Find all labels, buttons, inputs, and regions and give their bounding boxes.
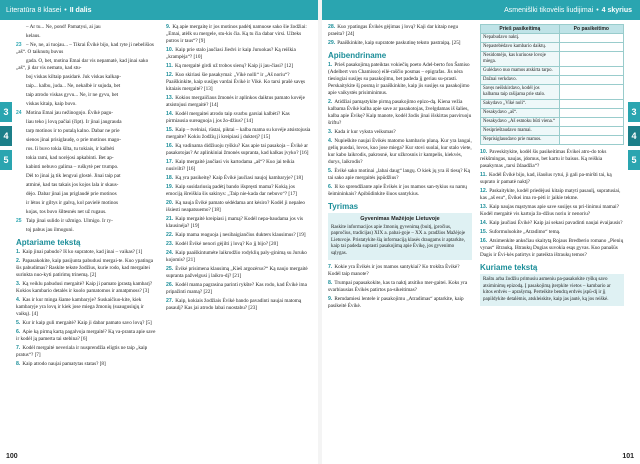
- list-item: [16, 320, 158, 327]
- table-row: [481, 127, 624, 136]
- table-cell-before: Gulėdavo nuo mamos atskirta tarpo.: [481, 67, 560, 76]
- list-item: [480, 172, 624, 186]
- item-text: Paaiškinkite, kaip supratote paskutinę teksto pastraipą. [25]: [337, 40, 461, 46]
- item-number: 13.: [166, 95, 174, 101]
- item-number: 25: [16, 218, 22, 224]
- item-number: 3.: [328, 129, 333, 135]
- list-item: [166, 159, 312, 173]
- item-number: 24.: [166, 250, 174, 256]
- item-text: kabinti nebuvo galima – ruškytė per trumpo.: [26, 164, 119, 170]
- page-gutter: [318, 0, 322, 464]
- list-item: [16, 137, 158, 144]
- item-number: 1.: [328, 62, 333, 68]
- questions-list-a: [16, 249, 158, 368]
- table-cell-before: Nesakydavo „aš“.: [481, 109, 560, 118]
- research-box-title: Gyvenimas Mažėjoje Lietuvoje: [360, 216, 440, 222]
- item-text: taip atrodo viskas gyvu... Ne, ir ne gyvu, bet: [26, 92, 119, 98]
- item-number: 6.: [328, 184, 333, 190]
- item-number: 16.: [166, 143, 174, 149]
- item-number: 23: [16, 42, 22, 48]
- list-item: [166, 241, 312, 248]
- table-cell-before: Nesidomėjo, kas kuriuose lovoje miega.: [481, 52, 560, 67]
- table-cell-after: [559, 136, 623, 145]
- item-text: – Ne, ne, ai tuojau... – Tikrai Ėvikė bijo, kad ryte ji nebelišios „aš“. O taiknutų buvus: [16, 42, 154, 55]
- comparison-table: [480, 24, 624, 145]
- list-item: [166, 72, 312, 93]
- item-number: 10.: [166, 47, 174, 53]
- section-heading-kuriame: Kuriame tekstą: [480, 263, 538, 272]
- header-separator: •: [64, 6, 67, 14]
- list-item: [16, 24, 158, 31]
- item-number: 9.: [166, 24, 171, 30]
- item-text: Kodėl Ėvikė bijo, kad, išaušus rytui, ji gali pa-miršti tai, ką suprato ir pamatė naktį?: [480, 172, 612, 185]
- list-item: [16, 74, 158, 81]
- list-item: [166, 266, 312, 280]
- left-page-column-1: [16, 24, 158, 370]
- list-item: [16, 182, 158, 189]
- list-item: [16, 83, 158, 90]
- item-text: ir lėtos ir giltys ir galvą, kol pavielė motinos: [26, 200, 119, 206]
- list-item: [16, 345, 158, 359]
- section-heading-tyrimas: Tyrimas: [328, 202, 359, 211]
- list-item: [166, 95, 312, 109]
- item-text: atminė, kad tas takais jos kojos lala ir skaus-: [26, 182, 119, 188]
- item-number: 9.: [328, 296, 333, 302]
- item-number: 7.: [16, 345, 21, 351]
- list-item: [16, 258, 158, 279]
- table-cell-after: [559, 34, 623, 43]
- table-cell-after: [559, 100, 623, 109]
- item-text: tokia rami, kad norėjosi apkabinti. Bet ap-: [26, 155, 114, 161]
- item-number: 8.: [328, 280, 333, 286]
- item-text: Nupieškite naujai Ėvikės matomo kambario planą. Kur yra langai, gelių puodai, lovos, kuo jose miega? Kur stovi suolai, kur stalo viete, kur kabo laikrodis, pakrosnė, kur užkrosnis ir kampelis, kiekvės, durys, laikrodis?: [328, 138, 472, 165]
- item-text: Kas ir kur minga šiame kambaryje? Suskaičiuo-kite, kiek kambaryje yra lovų ir kiek jose miega žmonių (suaugusiųjų ir vaikų). [4]: [16, 297, 144, 317]
- item-text: Kaip atrodo naujai pamatytas statas? [8]: [22, 361, 106, 367]
- list-item: [480, 149, 624, 170]
- list-item: [328, 296, 472, 310]
- table-cell-before: Nesakydavo „Aš esmoku būti viena.“: [481, 118, 560, 127]
- item-number: 12.: [166, 72, 174, 78]
- left-page-column-2: [166, 24, 312, 314]
- item-text: toj pabus jau ilmoguni.: [26, 227, 74, 233]
- item-text: Kaip mergaitė jaučiasi vis kartodama „aš“? Kuo jai teikia nusivilti? [16]: [166, 159, 295, 172]
- list-item: [166, 143, 312, 157]
- list-item: [328, 99, 472, 127]
- item-number: 29.: [328, 40, 336, 46]
- item-text: Kaip – tvelniai, rūstai, piktai – kalba mama su kovėje atsistojusia mergaite? Kokiu žodžių ji kreipiasi į dukterį? [15]: [166, 127, 311, 140]
- table-row: [481, 67, 624, 76]
- writing-task-box: [480, 274, 624, 306]
- list-item: [16, 92, 158, 99]
- questions-list-top: [328, 24, 472, 47]
- list-item: [16, 227, 158, 234]
- item-text: Ėvikė sako motinai „labai daug“ langų. O kiek jų yra iš tiesų? Ką tai sako apie mergaitės įspūdžius?: [328, 168, 470, 181]
- item-number: 27.: [166, 298, 174, 304]
- chapter-title: 4 skyrius: [601, 6, 632, 14]
- item-number: 12.: [480, 188, 488, 194]
- table-cell-after: [559, 109, 623, 118]
- item-text: Taip jinai sulido ir užmigo. Ulmigo. Ir ry-: [26, 218, 113, 224]
- list-item: [328, 129, 472, 136]
- table-cell-before: Neprisiglausdavo prie mamos.: [481, 136, 560, 145]
- list-item: [166, 250, 312, 264]
- item-number: 2.: [16, 258, 21, 264]
- list-item: [16, 329, 158, 343]
- section-heading-apibendriname: Apibendriname: [328, 51, 387, 60]
- item-number: 19.: [166, 184, 174, 190]
- item-text: Iš ko sprendžiante apie Ėvikės ir jos mamos san-tykius su namų šeimininkais? Apibūdinkite šiuos santykius.: [328, 184, 467, 197]
- list-item: [16, 155, 158, 162]
- item-text: dėjo. Dabar jinai jau priglaudė prie motinos: [26, 191, 117, 197]
- list-item: [166, 282, 312, 296]
- item-number: 8.: [16, 361, 21, 367]
- item-text: Kada ir kur vyksta veiksmas?: [334, 129, 396, 135]
- left-tab-5[interactable]: 5: [0, 150, 12, 170]
- writing-task-text: Raštu arba žodžiu primusiu asmeniu pa-pasakokite ryškų savo atsiminimų epizodą. Į pasakojimą įterpkite vietos – kambario ar kitos erdvės – aprašymą. Perteikite bendrą erdvės įspū-dį ir jį papildykite detalėmis, atskleiskite, kaip jas jautė, ką jos reiškė.: [483, 277, 611, 302]
- list-item: [16, 146, 158, 153]
- list-item: [166, 200, 312, 214]
- list-item: [166, 127, 312, 141]
- item-number: 18.: [166, 175, 174, 181]
- table-cell-after: [559, 127, 623, 136]
- list-item: [480, 229, 624, 236]
- section-heading-aptariame: Aptariame tekstą: [16, 238, 81, 247]
- item-number: 5.: [16, 320, 21, 326]
- item-number: 23.: [166, 241, 174, 247]
- list-item: [166, 47, 312, 61]
- item-number: 4.: [328, 138, 333, 144]
- list-item: [328, 62, 472, 97]
- list-item: [16, 101, 158, 108]
- table-row: [481, 109, 624, 118]
- table-row: [481, 52, 624, 67]
- right-page-column-1: [328, 24, 472, 312]
- table-header-after: Po pasikeitimo: [559, 25, 623, 34]
- item-text: Kokios mergaičiaus žmonės ir aplinkos daiktus pamato kovėje atsistojusi mergaitė? [14]: [166, 95, 305, 108]
- item-text: sienos jinai prisiglaudę, o prie motinos mago-: [26, 137, 121, 143]
- table-cell-after: [559, 67, 623, 76]
- list-item: [16, 218, 158, 225]
- item-number: 15.: [480, 229, 488, 235]
- list-item: [480, 220, 624, 227]
- list-item: [328, 168, 472, 182]
- list-item: [16, 164, 158, 171]
- table-cell-before: Savęs neišskirdavo, kodėl jos kalbama taip rašijama prie stalo.: [481, 85, 560, 100]
- questions-list-d: [480, 149, 624, 259]
- left-tab-3[interactable]: 3: [0, 102, 12, 122]
- table-cell-after: [559, 43, 623, 52]
- table-header-before: Prieš pasikeitimą: [481, 25, 560, 34]
- right-tab-3[interactable]: 3: [628, 102, 640, 122]
- table-row: [481, 85, 624, 100]
- list-item: [16, 128, 158, 135]
- story-text: [16, 24, 158, 234]
- item-number: 13.: [480, 204, 488, 210]
- list-item: [166, 175, 312, 182]
- item-number: 28.: [328, 24, 336, 30]
- item-number: 20.: [166, 200, 174, 206]
- item-text: Kaip jaučiasi Ėvikė? Kaip jai sekasi pavadinti naujai ėvaijausis?: [489, 220, 623, 226]
- item-text: kojas, tos buvo šiltesnės net už rugaus.: [26, 209, 107, 215]
- item-text: Kaip mama reaguoja į nesibaigiančius dukters klausimus? [19]: [175, 232, 306, 238]
- item-text: Ką veiklu pabudusi mergaitė? Kaip ji pamato įprastą kambarį? Kokios kambario detalės ir kuolo pamatomos ir amatpmoss? [3]: [16, 281, 153, 294]
- item-text: Motina Emai jau nežinogojo. Ėvikė pagu-: [26, 110, 114, 116]
- item-text: Ką apie mergaitę ir jos motinos padėtį namuose sako šie žodžiai: „Emai, atėlk su mergele, stu-kis čia. Ką tu čia dabar virsi. Užteks putros ir taus“? [9]: [166, 24, 307, 44]
- item-number: 6.: [16, 329, 21, 335]
- table-cell-before: Nepabudavo naktį.: [481, 34, 560, 43]
- item-text: Prieš pasakojimą pateiktas vokiečių poeto Adel-berto fon Šamiso (Adelbert von Chamisso) eilė-raščio posmas – epigrafas. Jis nėra tiesiogiai susijęs su pasakojimu, bet padeda jį geriau su-prasti. Perskaitykite šį posmą ir paaiškinkite, kaip jis susijęs su pasakojimo apie vaikystės prisiminimus.: [328, 62, 470, 96]
- item-text: Atidžiai pamąstykite pirmą pasakojimo epizo-dą. Kiena vežia kalbama Ėvikė kalba apie save ar pasakotojas, žvelgdamas iš šalies, kalba apie Ėvikę? Kaip manote, kodėl žodis jinai išskirtas pasviruoju šriftu?: [328, 99, 472, 126]
- list-item: [16, 119, 158, 126]
- item-number: 1.: [16, 249, 21, 255]
- item-text: boj viskas kiltaip pasidarė. Juk viskas kalkap-: [26, 74, 121, 80]
- research-box: [328, 213, 472, 260]
- item-number: 26.: [166, 282, 174, 288]
- item-number: 16.: [480, 238, 488, 244]
- item-text: Kaip, kokiais žodžiais Ėvikė bando pavadinti naujai matomą pasaulį? Kas jai atrodo labai nuostabu? [23]: [166, 298, 302, 311]
- item-text: Suformuluokite „Atradimo“ temą.: [489, 229, 561, 235]
- right-tab-4[interactable]: 4: [628, 126, 640, 146]
- right-tab-5[interactable]: 5: [628, 150, 640, 170]
- item-text: – Ar tu... Ne, pond! Pamatysi, ai jau: [26, 24, 101, 30]
- list-item: [16, 58, 158, 72]
- list-item: [480, 238, 624, 259]
- item-number: 24: [16, 110, 22, 116]
- item-text: Kaip mergaitė kreipiasi į mamą? Kodėl nepa-baudama jos vis klausinėja? [19]: [166, 216, 304, 229]
- item-text: Dėl to jinai ją tik lengvai glostė. Jinai taip pat: [26, 173, 121, 179]
- item-text: Kaip prie stalo jaučiasi Jiedvi ir kaip Juruokas? Ką reiškia „krampėja“? [10]: [166, 47, 296, 60]
- book-title: Literatūra 8 klasei: [6, 6, 62, 14]
- item-text: Ėvikė prisimena klausimą „Kieš argozėrus?“ Ką naujo mergaitė supranta pažvelgusi į laikro-dį? [21]: [166, 266, 308, 279]
- table-cell-before: Nesiprieštaudavo mamai.: [481, 127, 560, 136]
- list-item: [16, 173, 158, 180]
- list-item: [16, 33, 158, 40]
- item-text: Kaip jinai pabudo? Iš ko supratote, kad jinai – vaikas? [1]: [22, 249, 143, 255]
- list-item: [166, 216, 312, 230]
- item-text: Atsimenkite anksčiau skaitytą Rojaus Bredberio romano „Pienių vynas“ ištrauką. Ištraukų Dugias suvokia esąs gyvas. Kuo panašūs Dagis ir Ėvi-kės patirtys ir pateikta ištraukų temos?: [480, 238, 624, 258]
- item-number: 4.: [16, 297, 21, 303]
- item-text: Kur ir kaip guli mergaitė? Kaip ji dabar pamato savo lovą? [5]: [22, 320, 152, 326]
- right-page-column-2: [480, 24, 624, 310]
- item-text: Papasakokite, kaip pasijunta pabudusi mergai-te. Kuo ypatinga šis pabudimas? Raskite tekste žodžius, kurie rodo, kad mergaitei surinkta nuo-kyti patirimų trinemą. [2]: [16, 258, 154, 278]
- item-number: 11.: [166, 63, 173, 69]
- list-item: [480, 188, 624, 202]
- item-text: ros. Ii buvo tokia šilta, tu tokiais, ir kalbėti: [26, 146, 115, 152]
- item-number: 7.: [328, 264, 333, 270]
- item-text: Kaip naujas mąstymas apie save susijęs su pri-linimui mamai? Kodėl mergaitė vis kartoja žo-džius noriu ir nenoriu?: [480, 204, 619, 217]
- item-text: Ką mergaitė girdi už trobos sienų? Kaip ji jau-čiasi? [12]: [174, 63, 294, 69]
- list-item: [166, 24, 312, 45]
- list-item: [328, 264, 472, 278]
- item-text: liau teko į lovą pačiai (čipt). Ir jinai jaugrauda: [26, 119, 122, 125]
- list-item: [328, 138, 472, 166]
- list-item: [328, 24, 472, 38]
- item-text: gada. O, bet, motina Emai dar vis nepamatė, kad jinai sako „aš“, ji dar vis nemato, kad stu-: [16, 58, 149, 71]
- list-item: [16, 361, 158, 368]
- item-number: 14.: [480, 220, 488, 226]
- list-item: [480, 204, 624, 218]
- table-row: [481, 136, 624, 145]
- item-text: Kaip susidariusią padėtį bando išspręsti mama? Kokią jos emociją išreiškia šis sakinys: „Taip nie-kada dar nebuvo“? [17]: [166, 184, 298, 197]
- page-number-left: 100: [6, 453, 18, 460]
- item-text: Paskaitykite, kodėl priedėjusi kitaip matyti pasaulį, supratusiai, kas „aš esu“, Ėvikei ima ro-pėti ir jaikie tekme.: [480, 188, 621, 201]
- table-cell-before: Dažnai verkdavo.: [481, 76, 560, 85]
- list-item: [328, 280, 472, 294]
- item-text: Kaip paaiškintumėte laikrodžio rodyklių paly-ginimą su Juruko kojomis? [21]: [166, 250, 307, 263]
- list-item: [16, 110, 158, 117]
- item-number: 22.: [166, 232, 174, 238]
- table-cell-before: Sakydavo „Vikė noli“.: [481, 100, 560, 109]
- questions-list-apibendriname: [328, 62, 472, 198]
- list-item: [16, 42, 158, 56]
- item-text: kelaus.: [26, 33, 41, 39]
- list-item: [16, 281, 158, 295]
- list-item: [16, 249, 158, 256]
- item-number: 2.: [328, 99, 333, 105]
- questions-list-c: [328, 264, 472, 310]
- item-text: Kodėl mergaitė neveriala ir nusprendžia eligtis ne taip „kaip pratus“? [7]: [16, 345, 148, 358]
- item-number: 5.: [328, 168, 333, 174]
- item-number: 14.: [166, 111, 174, 117]
- table-row: [481, 76, 624, 85]
- item-number: 17.: [166, 159, 174, 165]
- item-number: 10.: [480, 149, 488, 155]
- table-cell-before: Nepastebėdavo kambario daiktų.: [481, 43, 560, 52]
- list-item: [166, 184, 312, 198]
- item-text: viskas kitaip, kaip buvo.: [26, 101, 77, 107]
- research-box-text: Raskite informacijos apie žmonių gyvenimą (buitį, įpročius, papročius, tradicijas) XIX a. pabai-goje – XX a. pradžios Mažėjoje Lietuvoje. Pristatykite šią informaciją klasės draugams ir aptarkite, kaip tai padeda suprasti pasakojimą apie Ėvikę, jos gyvenimo sąlygas.: [331, 224, 466, 256]
- right-page-header: [322, 0, 640, 20]
- item-text: Paveskitykite, kodėl šis pasikeitimas Ėvikei atro-do toks reikšmingas, naujas, įdomus, bet kartu ir baisus. Ką reiškia pasakymas „tarsi ždaadžia“?: [480, 149, 607, 169]
- page-number-right: 101: [622, 453, 634, 460]
- item-text: Ką nauja Ėvikė pamato sėdėdama ant kėsiro? Kodėl ji nepaleo išsiesti neapatsuemo? [18]: [166, 200, 305, 213]
- list-item: [166, 111, 312, 125]
- questions-list-b: [166, 24, 312, 312]
- item-text: Ką vadinama didžiuoju ryškiu? Kas apie tai pasakoja – Ėvikė ar pasakotojas? Ar aplinkiniai žmonės supranta, kad kalkas įvyko? [16]: [166, 143, 309, 156]
- table-cell-after: [559, 118, 623, 127]
- item-number: 3.: [16, 281, 21, 287]
- item-number: 15.: [166, 127, 174, 133]
- item-text: Kuo skiriasi šie pasakymai: „Vikė nolli“ ir „Aš noriu“? Paaiškinkite, kaip susijęs vardai Ėvikė ir Vikė. Ko tarsi prašė savęs kitaiais mergaitė? [13]: [166, 72, 306, 92]
- table-row: [481, 43, 624, 52]
- item-text: Kodėl Ėvikė nenori gėjilti į lovą? Ko jį bijo? [20]: [175, 241, 278, 247]
- item-text: Remdamiesi lentele ir pasakojimu „Atradimas“ aptarkite, kaip pasikeitė Ėvikė.: [328, 296, 464, 309]
- item-text: taip... kalbu, juda... Ne, nekalbė ir sujuda, bet: [26, 83, 121, 89]
- item-number: 25.: [166, 266, 174, 272]
- list-item: [16, 191, 158, 198]
- item-text: Apie ką pirmą kartą pagalvoja mergaitė? Ką va-pranta apie save ir kodėl ją pamerta tai stebina? [6]: [16, 329, 156, 342]
- list-item: [328, 184, 472, 198]
- left-tab-4[interactable]: 4: [0, 126, 12, 146]
- table-cell-after: [559, 52, 623, 67]
- section-title: Asmenišlki tikovėlis liudijimai: [504, 6, 594, 14]
- item-text: Trumpai papasakokite, kas ta naktį atsitiko mer-gaitei. Koks yra svarbiausias Ėvikės patirtos pa-sikeitimas?: [328, 280, 468, 293]
- list-item: [166, 232, 312, 239]
- item-text: Kuo ypatingas Ėvikės gėjimas į lovą? Kaji dar kitaip negu praeita? [24]: [328, 24, 459, 37]
- header-separator: •: [596, 6, 599, 14]
- list-item: [16, 297, 158, 318]
- left-page-header: [0, 0, 318, 20]
- item-number: 21.: [166, 216, 174, 222]
- list-item: [328, 40, 472, 47]
- table-row: [481, 118, 624, 127]
- table-cell-after: [559, 85, 623, 100]
- table-cell-after: [559, 76, 623, 85]
- list-item: [16, 200, 158, 207]
- item-text: tarp motinos ir to putalą kalno. Dabar ne prie: [26, 128, 120, 134]
- item-text: Kokie yra Ėvikės ir jos mamos santykiai? Ko trokšta Ėvikė? Kodėl taip manote?: [328, 264, 460, 277]
- table-row: [481, 34, 624, 43]
- item-text: Kodėl mama pagrasina parinti rykšte? Kas rodo, kad Ėvikė ima pripažinti mamą? [22]: [166, 282, 307, 295]
- item-text: Kodėl mergaitei atrodo taip svarbu garsiai kalbėti? Kas pirmiausia sureaguoja į jos žo-džius? [14]: [166, 111, 290, 124]
- list-item: [166, 298, 312, 312]
- list-item: [16, 209, 158, 216]
- item-number: 11.: [480, 172, 487, 178]
- table-row: [481, 100, 624, 109]
- item-text: Ką yra pasikeitę? Kaip Ėvikė jaučiasi naujoj kambaryje? [18]: [175, 175, 303, 181]
- table-body: [481, 34, 624, 145]
- book-part: II dalis: [69, 6, 92, 14]
- list-item: [166, 63, 312, 70]
